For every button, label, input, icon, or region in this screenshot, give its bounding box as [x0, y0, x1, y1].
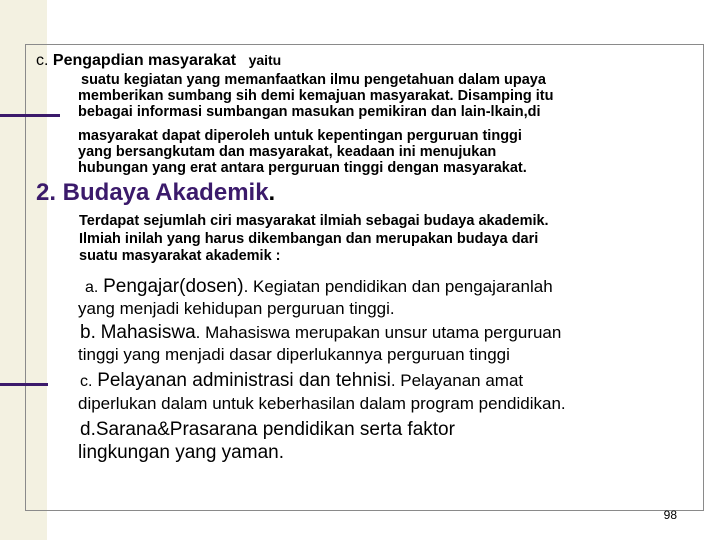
item-a-line-2: yang menjadi kehidupan perguruan tinggi.: [78, 299, 395, 318]
section-2-heading-dot: .: [268, 179, 276, 206]
section-c-line-2: memberikan sumbang sih demi kemajuan masyarakat. Disamping itu: [78, 88, 554, 104]
item-a-prefix: a.: [85, 279, 99, 296]
section-c-line-3: bebagai informasi sumbangan masukan pemikiran dan lain-lkain,di: [78, 104, 541, 120]
item-b-rest: . Mahasiswa merupakan unsur utama perguruan: [195, 323, 562, 342]
item-c-line-1: [80, 370, 523, 393]
item-a-line-1: [85, 276, 553, 299]
item-b-line-1: [80, 322, 561, 344]
item-c-label: Pelayanan administrasi dan tehnisi: [97, 370, 391, 391]
section-2-heading: [36, 179, 275, 207]
item-c-line-2: diperlukan dalam untuk keberhasilan dalam program pendidikan.: [78, 394, 566, 413]
section-c-line-4: masyarakat dapat diperoleh untuk kepentingan perguruan tinggi: [78, 128, 522, 144]
section-c-title: Pengapdian masyarakat: [52, 52, 237, 69]
section-c-heading: [36, 52, 281, 70]
intro-line-3: suatu masyarakat akademik :: [79, 248, 281, 264]
intro-line-1: Terdapat sejumlah ciri masyarakat ilmiah sebagai budaya akademik.: [79, 213, 549, 229]
item-a-label: Pengajar(dosen): [103, 276, 244, 297]
section-2-heading-text: 2. Budaya Akademik: [36, 179, 269, 206]
page-number: 98: [663, 508, 677, 522]
item-c-rest: . Pelayanan amat: [390, 371, 524, 390]
section-c-letter: c.: [36, 52, 49, 69]
section-c-line-5: yang bersangkutam dan masyarakat, keadaan ini menujukan: [78, 144, 497, 160]
item-b-label: Mahasiswa: [100, 322, 196, 343]
accent-rule-bottom: [0, 383, 48, 386]
item-b-prefix: b.: [80, 322, 96, 343]
intro-line-2: Ilmiah inilah yang harus dikembangan dan merupakan budaya dari: [79, 231, 539, 247]
section-c-line-1: suatu kegiatan yang memanfaatkan ilmu pengetahuan dalam upaya: [81, 72, 546, 88]
item-b-line-2: tinggi yang menjadi dasar diperlukannya perguruan tinggi: [78, 345, 510, 364]
item-a-rest: . Kegiatan pendidikan dan pengajaranlah: [243, 277, 553, 296]
item-c-prefix: c.: [80, 373, 93, 390]
accent-rule-top: [0, 114, 60, 117]
section-c-yaitu: yaitu: [248, 52, 282, 68]
section-c-line-6: hubungan yang erat antara perguruan tinggi dengan masyarakat.: [78, 160, 527, 176]
item-d-line-1: d.Sarana&Prasarana pendidikan serta faktor: [80, 419, 455, 440]
item-d-line-2: lingkungan yang yaman.: [78, 442, 284, 463]
